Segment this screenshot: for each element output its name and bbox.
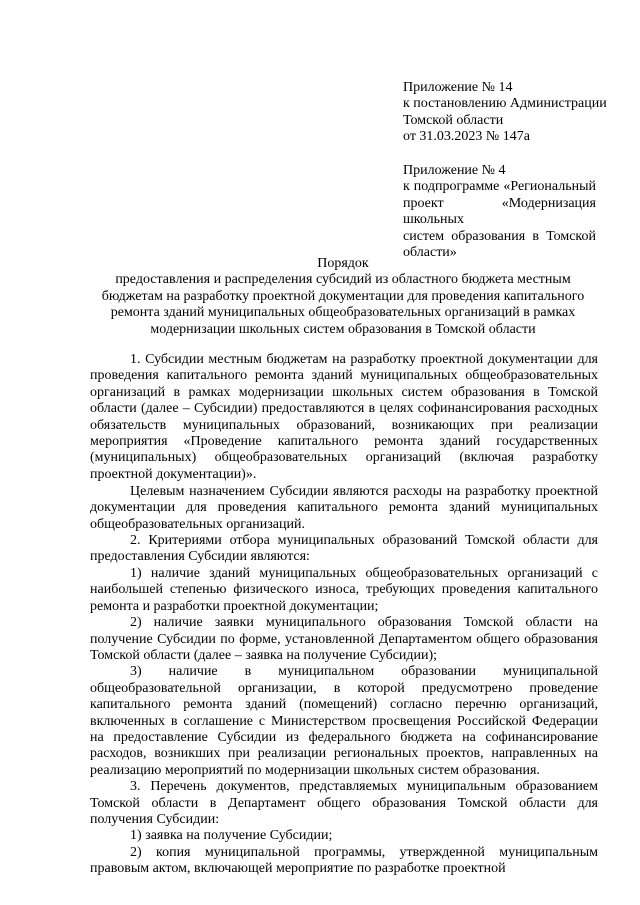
paragraph: 3. Перечень документов, представляемых муниципальным образованием Томской области в Департамент общего образования Томской области для получения Субсидии:: [90, 779, 598, 827]
paragraph: 1) заявка на получение Субсидии;: [130, 828, 333, 844]
appendix-line: Приложение № 14: [403, 80, 513, 95]
appendix-line: к постановлению Администрации: [403, 96, 607, 112]
paragraph: Целевым назначением Субсидии являются расходы на разработку проектной документации для проведения капитального ремонта зданий муниципальных общеобразовательных организаций.: [90, 483, 598, 532]
title-line: Порядок: [317, 256, 369, 271]
title-line: бюджетам на разработку проектной документации для проведения капитального: [101, 288, 585, 304]
paragraph: 2) наличие заявки муниципального образования Томской области на получение Субсидии по форме, установленной Департаментом общего образования Томской области (далее – заявка на получение Субсидии);: [90, 615, 598, 663]
appendix-line: Томской области: [403, 112, 504, 128]
appendix-line: области»: [403, 245, 457, 261]
paragraph: 1) наличие зданий муниципальных общеобразовательных организаций с наибольшей степенью физического износа, требующих проведения капитального ремонта и разработки проектной документации;: [90, 565, 598, 614]
document-body: [90, 352, 598, 878]
title-line: модернизации школьных систем образования в Томской области: [150, 321, 536, 337]
appendix-line: к подпрограмме «Региональный: [403, 179, 596, 195]
paragraph: 2) копия муниципальной программы, утвержденной муниципальным правовым актом, включающей мероприятие по разработке проектной: [90, 844, 598, 877]
title-line: предоставления и распределения субсидий из областного бюджета местным: [115, 272, 571, 288]
paragraph: 2. Критериями отбора муниципальных образований Томской области для предоставления Субсидии являются:: [90, 533, 598, 565]
title-line: ремонта зданий муниципальных общеобразовательных организаций в рамках: [110, 305, 576, 321]
paragraph: 3) наличие в муниципальном образовании муниципальной общеобразовательной организации, в которой предусмотрено проведение капитального ремонта зданий (помещений) согласно перечню организаций, включенных в соглашение с Министерством просвещения Российской Федерации на предоставление Субсидии из федерального бюджета на софинансирование расходов, возникших при реализации региональных проектов, направленных на реализацию мероприятий по модернизации школьных систем образования.: [90, 664, 598, 778]
appendix-14-block: [403, 80, 607, 146]
appendix-4-block: [403, 163, 596, 261]
appendix-line: проект «Модернизация школьных: [403, 195, 596, 228]
appendix-line: систем образования в Томской: [403, 228, 596, 244]
appendix-line: от 31.03.2023 № 147а: [403, 129, 531, 145]
appendix-line: Приложение № 4: [403, 163, 506, 178]
document-title: [88, 256, 598, 338]
paragraph: 1. Субсидии местным бюджетам на разработку проектной документации для проведения капитального ремонта зданий муниципальных общеобразовательных организаций в рамках модернизации школьных систем образования в Томской области (далее – Субсидии) предоставляются в целях софинансирования расходных обязательств муниципальных образований, возникающих при реализации мероприятия «Проведение капитального ремонта зданий государственных (муниципальных) общеобразовательных организаций (включая разработку проектной документации)».: [90, 352, 598, 482]
